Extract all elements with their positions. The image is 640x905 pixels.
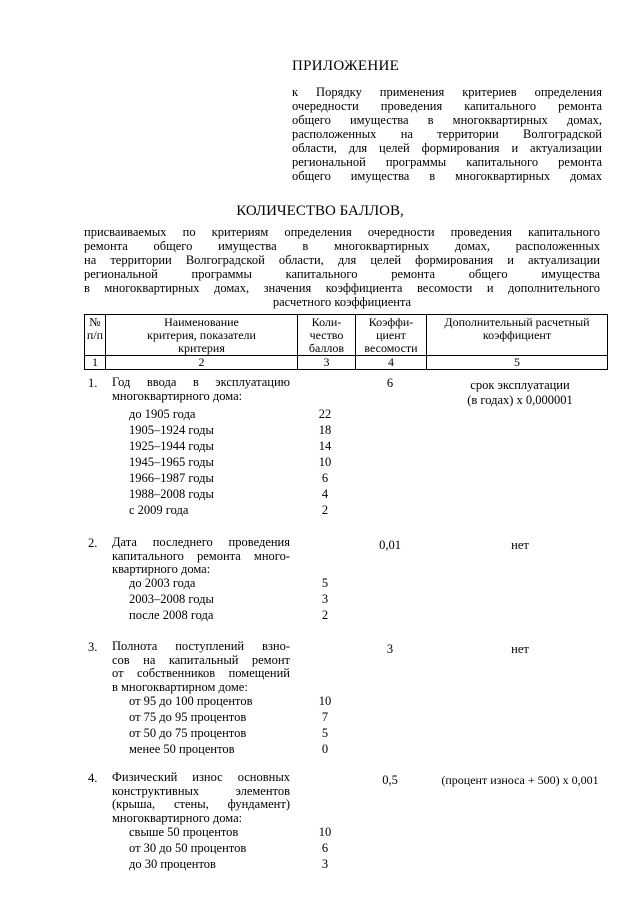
criterion-title: Физический износ основных конструктивных элементов (крыша, стены, фундамент) многоквартирного дома: [112,770,290,825]
header-criterion-name: Наименование критерия, показатели критерия [147,315,256,355]
column-number: 3 [323,355,330,369]
option-label: до 30 процентов [129,857,216,871]
criterion-extra-coefficient: нет [511,538,529,552]
appendix-line: области, для целей формирования и актуализации [292,141,602,155]
option-score: 6 [321,471,329,485]
option-label: от 30 до 50 процентов [129,841,247,855]
option-label: менее 50 процентов [129,742,235,756]
option-label: 1925–1944 годы [129,439,214,453]
option-score: 10 [318,455,332,469]
option-score: 10 [318,694,332,708]
appendix-line: к Порядку применения критериев определения [292,85,602,99]
option-score: 3 [321,857,329,871]
option-label: после 2008 года [129,608,214,622]
subtitle-line: региональной программы капитального ремонта общего имущества [84,267,600,281]
criterion-weight: 3 [386,642,394,656]
option-score: 10 [318,825,332,839]
option-score: 4 [321,487,329,501]
column-number: 5 [514,355,520,369]
option-score: 5 [321,726,329,740]
option-score: 7 [321,710,329,724]
option-score: 3 [321,592,329,606]
column-number: 1 [92,355,98,369]
criterion-title: Год ввода в эксплуатацию многоквартирного дома: [112,375,290,403]
criterion-number: 2. [88,536,98,550]
option-label: от 75 до 95 процентов [129,710,247,724]
criterion-extra-coefficient: (процент износа + 500) x 0,001 [441,773,599,787]
document-subtitle [84,225,600,309]
subtitle-line: расчетного коэффициента [272,295,412,309]
column-number: 2 [198,355,205,369]
appendix-line: очередности проведения капитального ремонта [292,99,602,113]
header-number: № п/п [86,315,104,342]
criterion-title: Полнота поступлений взно- сов на капитальный ремонт от собственников помещений в многоквартирном доме: [112,639,290,694]
header-extra-coefficient: Дополнительный расчетный коэффициент [444,315,590,342]
criterion-extra-coefficient: срок эксплуатации (в годах) x 0,000001 [467,378,573,407]
criterion-number: 4. [88,771,98,785]
appendix-line: расположенных на территории Волгоградской [292,127,602,141]
option-score: 5 [321,576,329,590]
option-score: 18 [318,423,332,437]
subtitle-line: на территории Волгоградской области, для целей формирования и актуализации [84,253,600,267]
subtitle-line: ремонта общего имущества в многоквартирных домах, расположенных [84,239,600,253]
column-number: 4 [388,355,394,369]
header-weight-coefficient: Коэффи- циент весомости [364,315,418,355]
option-label: свыше 50 процентов [129,825,239,839]
criterion-extra-coefficient: нет [511,642,529,656]
subtitle-line: в многоквартирных домах, значения коэффициента весомости и дополнительного [84,281,600,295]
option-score: 22 [318,407,332,421]
appendix-line: региональной программы капитального ремонта [292,155,602,169]
option-label: с 2009 года [129,503,189,517]
appendix-line: общего имущества в многоквартирных домах [292,169,602,183]
option-label: от 95 до 100 процентов [129,694,253,708]
criterion-weight: 0,01 [379,538,401,552]
table-col-border [607,314,608,370]
option-label: до 2003 года [129,576,196,590]
option-score: 2 [321,503,329,517]
header-score-count: Коли- чество баллов [308,315,345,355]
option-label: 1905–1924 годы [129,423,214,437]
criterion-number: 3. [88,640,98,654]
appendix-reference [292,85,602,183]
option-score: 14 [318,439,332,453]
option-score: 2 [321,608,329,622]
option-label: 1945–1965 годы [129,455,214,469]
appendix-line: общего имущества в многоквартирных домах, [292,113,602,127]
option-label: 1988–2008 годы [129,487,214,501]
option-label: 2003–2008 годы [129,592,214,606]
criterion-weight: 6 [386,376,394,390]
criterion-title: Дата последнего проведения капитального ремонта много- квартирного дома: [112,535,290,576]
subtitle-line: присваиваемых по критериям определения очередности проведения капитального [84,225,600,239]
appendix-title: ПРИЛОЖЕНИЕ [292,58,400,74]
criterion-weight: 0,5 [382,773,398,787]
option-label: 1966–1987 годы [129,471,214,485]
option-score: 6 [321,841,329,855]
criterion-number: 1. [88,376,98,390]
document-title: КОЛИЧЕСТВО БАЛЛОВ, [236,203,404,219]
option-score: 0 [321,742,329,756]
option-label: до 1905 года [129,407,196,421]
option-label: от 50 до 75 процентов [129,726,247,740]
